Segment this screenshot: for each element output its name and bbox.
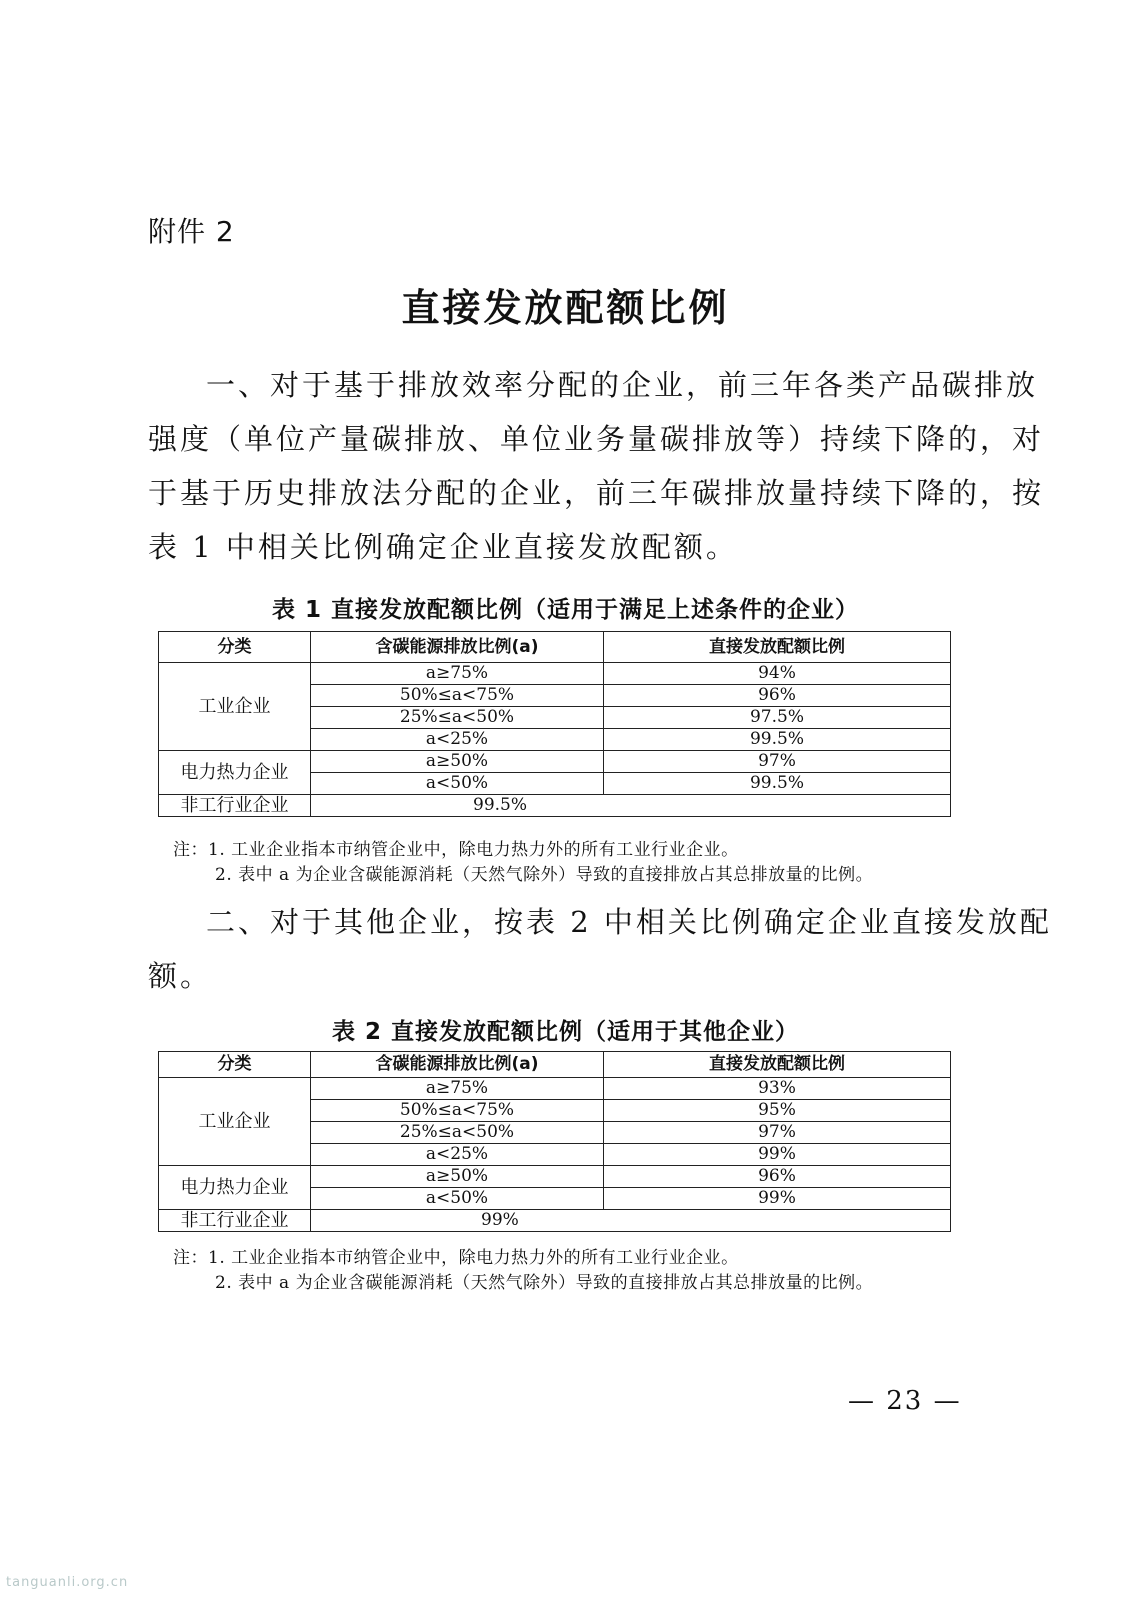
table-row (159, 663, 951, 685)
note: 2. 表中 a 为企业含碳能源消耗（天然气除外）导致的直接排放占其总排放量的比例。 (215, 1273, 874, 1293)
quota-cell: 99% (311, 1210, 951, 1232)
quota-cell: 96% (604, 685, 951, 707)
table-2-caption: 表 2 直接发放配额比例（适用于其他企业） (331, 1019, 800, 1045)
quota-cell: 93% (604, 1078, 951, 1100)
quota-cell: 95% (604, 1100, 951, 1122)
quota-cell: 99.5% (311, 795, 951, 817)
column-header: 直接发放配额比例 (604, 1052, 951, 1078)
ratio-cell: a<25% (311, 729, 604, 751)
paragraph-1-line: 于基于历史排放法分配的企业，前三年碳排放量持续下降的，按 (148, 476, 1045, 510)
table-row (159, 1210, 951, 1232)
table-row (159, 1078, 951, 1100)
table-row (159, 751, 951, 773)
ratio-cell: 25%≤a<50% (311, 707, 604, 729)
quota-cell: 96% (604, 1166, 951, 1188)
category-cell: 电力热力企业 (159, 751, 311, 795)
category-cell: 工业企业 (159, 663, 311, 751)
ratio-cell: a≥75% (311, 663, 604, 685)
ratio-cell: a≥50% (311, 751, 604, 773)
attachment-label: 附件 2 (148, 215, 235, 248)
ratio-cell: a<50% (311, 1188, 604, 1210)
ratio-cell: 50%≤a<75% (311, 685, 604, 707)
table-row (159, 1166, 951, 1188)
table-1 (158, 631, 951, 817)
paragraph-2 (148, 895, 1052, 1003)
quota-cell: 99% (604, 1144, 951, 1166)
ratio-cell: a<50% (311, 773, 604, 795)
column-header: 含碳能源排放比例(a) (311, 1052, 604, 1078)
ratio-cell: a≥50% (311, 1166, 604, 1188)
paragraph-2-line: 额。 (148, 959, 213, 993)
quota-cell: 97% (604, 751, 951, 773)
ratio-cell: a≥75% (311, 1078, 604, 1100)
quota-cell: 97% (604, 1122, 951, 1144)
page-number: — 23 — (848, 1386, 962, 1416)
paragraph-2-line: 二、对于其他企业，按表 2 中相关比例确定企业直接发放配 (206, 905, 1052, 939)
table-2 (158, 1051, 951, 1232)
quota-cell: 99% (604, 1188, 951, 1210)
note: 2. 表中 a 为企业含碳能源消耗（天然气除外）导致的直接排放占其总排放量的比例。 (215, 865, 874, 885)
document-title: 直接发放配额比例 (401, 286, 730, 330)
column-header: 分类 (159, 632, 311, 663)
category-cell: 电力热力企业 (159, 1166, 311, 1210)
note: 注：1. 工业企业指本市纳管企业中，除电力热力外的所有工业行业企业。 (173, 840, 739, 860)
table-row (159, 795, 951, 817)
category-cell: 工业企业 (159, 1078, 311, 1166)
table-1-caption: 表 1 直接发放配额比例（适用于满足上述条件的企业） (271, 597, 860, 623)
quota-cell: 94% (604, 663, 951, 685)
watermark: tanguanli.org.cn (6, 1575, 129, 1590)
quota-cell: 97.5% (604, 707, 951, 729)
paragraph-1-line: 强度（单位产量碳排放、单位业务量碳排放等）持续下降的，对 (148, 422, 1045, 456)
paragraph-1-line: 表 1 中相关比例确定企业直接发放配额。 (148, 530, 738, 564)
table-header-row (159, 1052, 951, 1078)
column-header: 分类 (159, 1052, 311, 1078)
ratio-cell: 50%≤a<75% (311, 1100, 604, 1122)
paragraph-1-line: 一、对于基于排放效率分配的企业，前三年各类产品碳排放 (206, 368, 1039, 402)
table-2-notes (173, 1246, 973, 1296)
note: 注：1. 工业企业指本市纳管企业中，除电力热力外的所有工业行业企业。 (173, 1248, 739, 1268)
ratio-cell: a<25% (311, 1144, 604, 1166)
column-header: 含碳能源排放比例(a) (311, 632, 604, 663)
ratio-cell: 25%≤a<50% (311, 1122, 604, 1144)
category-cell: 非工行业企业 (159, 795, 311, 817)
category-cell: 非工行业企业 (159, 1210, 311, 1232)
paragraph-1 (148, 358, 1045, 574)
column-header: 直接发放配额比例 (604, 632, 951, 663)
table-1-notes (173, 838, 973, 888)
table-header-row (159, 632, 951, 663)
quota-cell: 99.5% (604, 773, 951, 795)
quota-cell: 99.5% (604, 729, 951, 751)
